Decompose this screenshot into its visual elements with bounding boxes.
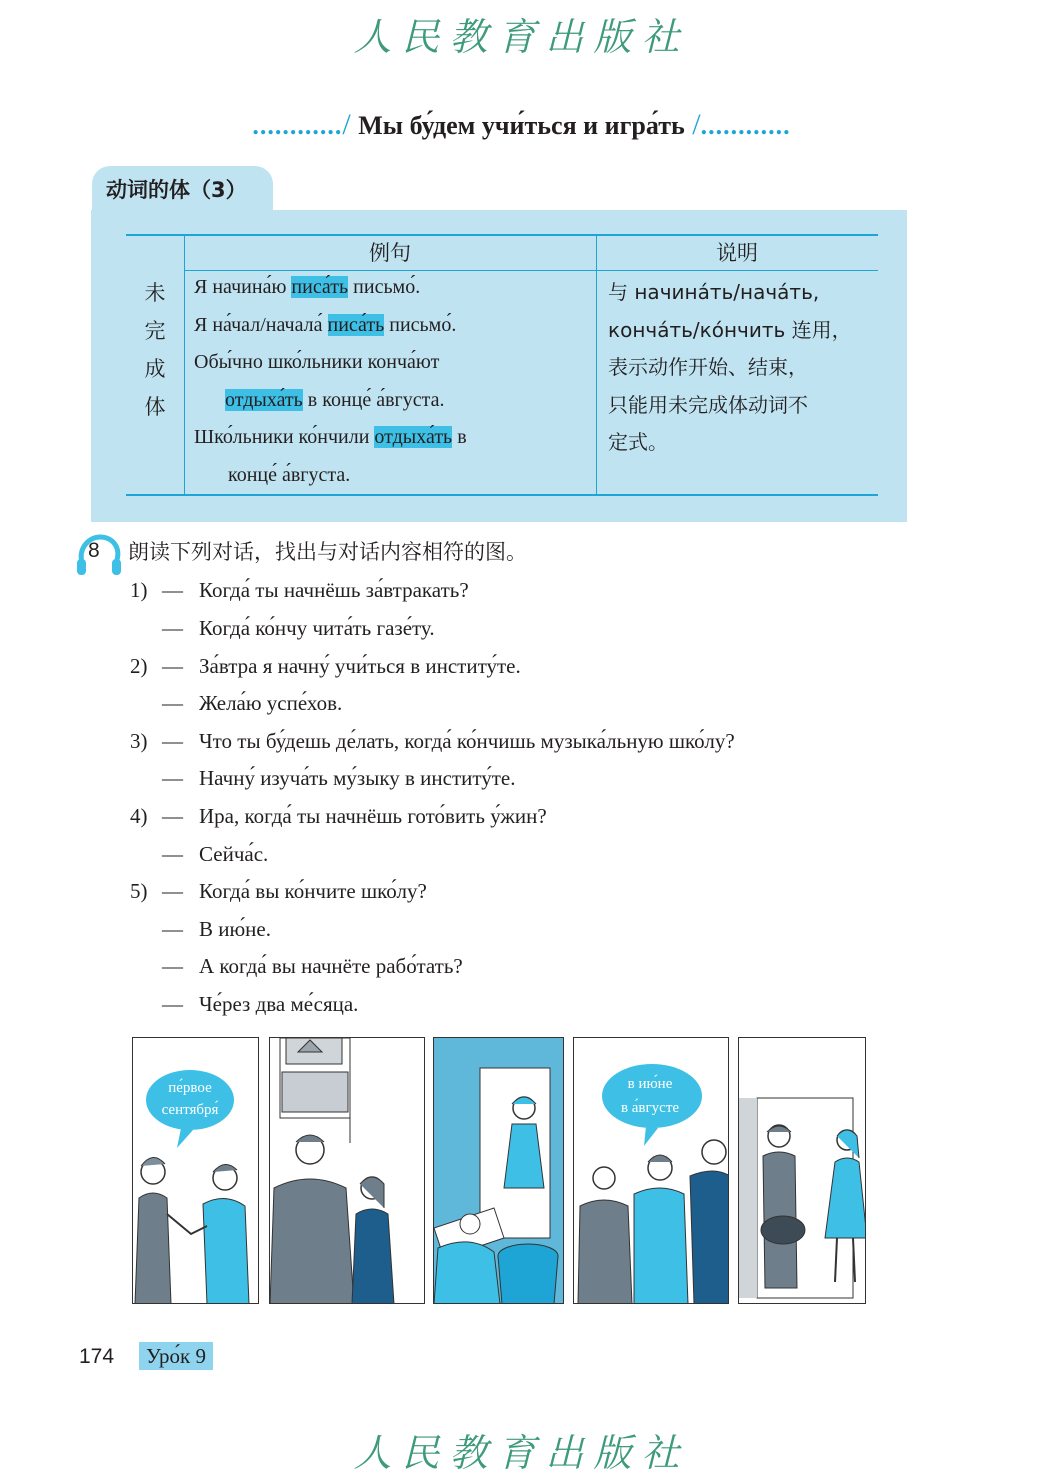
illustration — [574, 1038, 729, 1304]
picture-5-guitar — [738, 1037, 866, 1304]
column-header-example: 例句 — [369, 241, 411, 265]
table-divider — [596, 236, 597, 494]
picture-2-couple-kitchen — [269, 1037, 425, 1304]
title-slash-right: / — [684, 108, 701, 141]
bubble-text: пе́рвое — [168, 1080, 212, 1096]
grammar-tab: 动词的体（3） — [92, 166, 273, 210]
illustration — [133, 1038, 259, 1304]
lesson-title — [0, 108, 1043, 142]
highlighted-verb: писа́ть — [327, 314, 385, 336]
illustration — [270, 1038, 425, 1304]
example-sentence-continued: отдыха́ть в конце́ а́вгуста. — [225, 389, 445, 411]
explanation-text: 与 начина́ть/нача́ть, конча́ть/ко́нчить 连用， 表示动作开始、结束， 只能用未完成体动词不 定式。 — [608, 280, 852, 454]
aspect-char: 体 — [144, 395, 166, 419]
publisher-logo-bottom: 人民教育出版社 — [353, 1431, 690, 1475]
highlighted-verb: отдыха́ть — [225, 389, 303, 411]
grammar-panel — [91, 210, 907, 522]
illustration — [739, 1038, 866, 1304]
example-sentence-continued: конце́ а́вгуста. — [228, 464, 351, 486]
page-number: 174 — [79, 1345, 115, 1368]
highlighted-verb: писа́ть — [291, 276, 349, 298]
speech-bubble — [602, 1064, 702, 1128]
example-sentence: Шко́льники ко́нчили отдыха́ть в — [194, 426, 467, 448]
exercise-instruction: 朗读下列对话，找出与对话内容相符的图。 — [128, 540, 527, 564]
aspect-char: 成 — [144, 357, 166, 381]
lesson-tag: Уро́к 9 — [139, 1342, 213, 1370]
publisher-logo-top: 人民教育出版社 — [353, 15, 690, 59]
aspect-label — [126, 274, 184, 426]
picture-1-two-students — [132, 1037, 259, 1304]
illustration — [434, 1038, 564, 1304]
grammar-table — [126, 234, 878, 496]
lesson-title-text: Мы бу́дем учи́ться и игра́ть — [358, 111, 685, 140]
bubble-text: в ию́не — [627, 1076, 673, 1092]
aspect-char: 完 — [144, 319, 166, 343]
highlighted-verb: отдыха́ть — [374, 426, 453, 448]
bubble-text: сентября́ — [161, 1102, 219, 1118]
title-dots-left: ............ — [252, 111, 343, 140]
table-divider — [184, 236, 185, 494]
title-dots-right: ............ — [700, 111, 791, 140]
bubble-text: в а́вгусте — [620, 1100, 680, 1116]
exercise-number: 8 — [88, 539, 100, 562]
picture-3-dinner — [433, 1037, 564, 1304]
title-slash-left: / — [342, 108, 359, 141]
aspect-char: 未 — [144, 281, 166, 305]
example-sentence: Я на́чал/начала́ писа́ть письмо́. — [194, 314, 457, 336]
table-header-line — [184, 270, 878, 271]
picture-4-three-men — [573, 1037, 729, 1304]
column-header-explanation: 说明 — [716, 241, 758, 265]
example-sentence: Я начина́ю писа́ть письмо́. — [194, 276, 421, 298]
example-sentence: Обы́чно шко́льники конча́ют — [194, 351, 440, 373]
speech-bubble — [146, 1070, 234, 1130]
